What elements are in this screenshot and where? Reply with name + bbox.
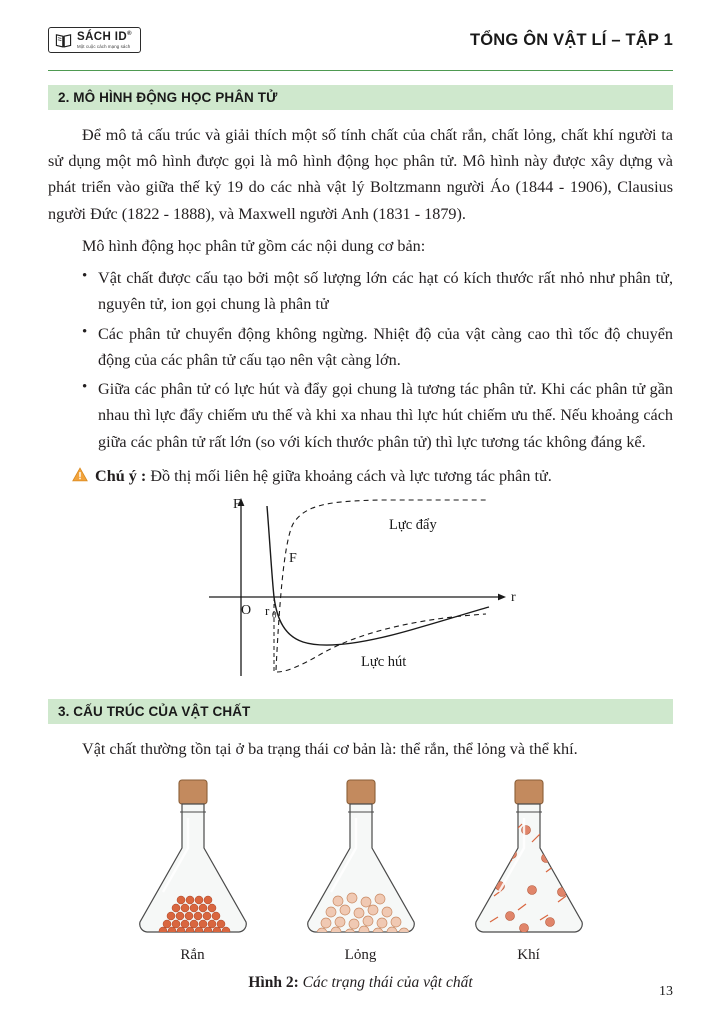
section-heading-2: [48, 85, 673, 110]
page-header: [48, 0, 673, 62]
states-of-matter-figure: [48, 770, 673, 964]
logo-title-text: SÁCH ID: [77, 30, 128, 43]
list-item: • Các phân tử chuyển động không ngừng. Nhiệt độ của vật càng cao thì tốc độ chuyển động của các phân tử cấu tạo nên vật càng lớn.: [82, 321, 673, 373]
section3-paragraph-1: Vật chất thường tồn tại ở ba trạng thái cơ bản là: thể rắn, thể lỏng và thể khí.: [82, 739, 578, 758]
book-title: TỔNG ÔN VẬT LÍ – TẬP 1: [469, 30, 673, 49]
graph-origin-label: O: [240, 602, 251, 618]
graph-r0-subscript: 0: [271, 609, 276, 620]
section-heading-3-label: 3. CẤU TRÚC CỦA VẬT CHẤT: [58, 703, 251, 719]
graph-attraction-label: Lực hút: [360, 653, 406, 670]
list-item: • Giữa các phân tử có lực hút và đẩy gọi chung là tương tác phân tử. Khi các phân tử gần nhau thì lực đẩy chiếm ưu thế và khi xa nhau thì lực hút chiếm ưu thế. Nếu khoảng cách giữa các phân tử rất lớn (so với kích thước phân tử) thì lực tương tác không đáng kể.: [82, 376, 673, 455]
flask-solid-svg: [118, 770, 268, 940]
graph-curve-label: F: [288, 550, 297, 566]
graph-axis-x-label: r: [510, 589, 516, 605]
logo-registered-mark: ®: [127, 30, 132, 37]
flask-gas-caption: Khí: [517, 946, 540, 963]
list-item: • Vật chất được cấu tạo bởi một số lượng lớn các hạt có kích thước rất nhỏ như phân tử, nguyên tử, ion gọi chung là phân tử: [82, 265, 673, 317]
section2-paragraph-2: Mô hình động học phân tử gồm các nội dung cơ bản:: [82, 236, 426, 255]
section-heading-2-label: 2. MÔ HÌNH ĐỘNG HỌC PHÂN TỬ: [58, 90, 278, 105]
flask-liquid: [286, 770, 436, 964]
page-number: 13: [659, 984, 673, 999]
brand-logo: [48, 27, 141, 53]
graph-axis-y-label: F: [232, 496, 241, 512]
flask-liquid-svg: [286, 770, 436, 940]
section2-paragraph-1: Để mô tả cấu trúc và giải thích một số tính chất của chất rắn, chất lỏng, chất khí người ta sử dụng một mô hình được gọi là mô hình động học phân tử. Mô hình này được xây dựng và phát triển vào giữa thế kỷ 19 do các nhà vật lý Boltzmann người Áo (1844 - 1906), Clausius người Đức (1822 - 1888), và Maxwell người Anh (1831 - 1879).: [48, 126, 673, 223]
figure-caption: [48, 974, 673, 992]
logo-tagline: Một cuộc cách mạng sách: [77, 43, 131, 49]
warning-icon: [72, 467, 88, 482]
book-icon: [55, 32, 72, 49]
section2-bullet-list: [48, 265, 673, 455]
flask-gas: [454, 770, 604, 964]
note-callout: [48, 464, 673, 490]
header-divider: [48, 70, 673, 71]
figure-caption-text: Các trạng thái của vật chất: [298, 973, 473, 991]
note-label: Chú ý :: [95, 466, 147, 485]
flask-gas-svg: [454, 770, 604, 940]
flask-liquid-caption: Lỏng: [344, 946, 377, 963]
figure-caption-label: Hình 2:: [248, 973, 299, 991]
graph-svg: [181, 494, 541, 689]
section-heading-3: [48, 699, 673, 724]
flask-solid-caption: Rắn: [180, 946, 205, 963]
note-text: Đồ thị mối liên hệ giữa khoảng cách và lực tương tác phân tử.: [146, 466, 552, 485]
force-distance-graph: [48, 494, 673, 689]
graph-r0-label: r: [264, 602, 269, 618]
graph-repulsion-label: Lực đẩy: [388, 516, 437, 533]
flask-solid: [118, 770, 268, 964]
